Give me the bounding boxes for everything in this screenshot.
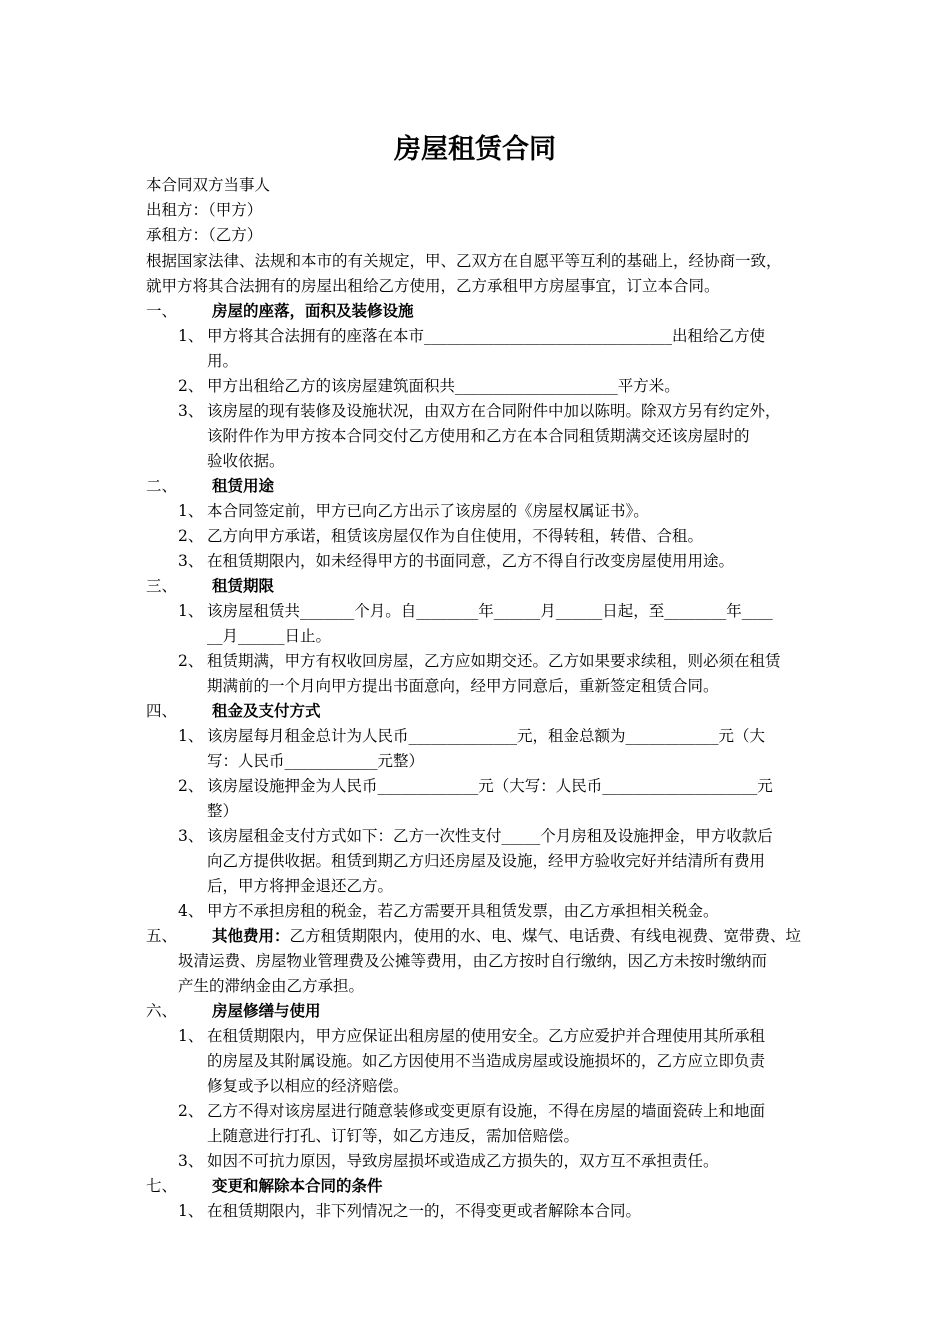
- s1-item-1-line-1: 甲方将其合法拥有的座落在本市________________________________出租给乙方使: [207, 327, 766, 345]
- s4-item-2-line-2: 整）: [207, 802, 239, 820]
- s4-item-3-line-1: 该房屋租金支付方式如下：乙方一次性支付_____个月房租及设施押金，甲方收款后: [207, 827, 773, 845]
- section-4-number: 四、: [146, 702, 178, 720]
- s4-item-1-line-1: 该房屋每月租金总计为人民币______________元，租金总额为____________元（大: [207, 727, 766, 745]
- s1-item-3-line-1: 该房屋的现有装修及设施状况，由双方在合同附件中加以陈明。除双方另有约定外，: [207, 402, 781, 420]
- intro-lessee: 承租方：（乙方）: [146, 226, 263, 244]
- s1-item-3-number: 3、: [178, 402, 204, 420]
- document-title: 房屋租赁合同: [394, 134, 556, 165]
- s3-item-2-line-1: 租赁期满，甲方有权收回房屋，乙方应如期交还。乙方如果要求续租，则必须在租赁: [207, 652, 781, 670]
- s3-item-2-line-2: 期满前的一个月向甲方提出书面意向，经甲方同意后，重新签定租赁合同。: [207, 677, 719, 695]
- s1-item-3-line-3: 验收依据。: [207, 452, 285, 470]
- s4-item-1-number: 1、: [178, 727, 204, 745]
- section-5-line-3: 产生的滞纳金由乙方承担。: [178, 977, 365, 995]
- section-1-title: 房屋的座落，面积及装修设施: [212, 302, 414, 320]
- s6-item-1-number: 1、: [178, 1027, 204, 1045]
- section-5-line-1: [212, 924, 808, 949]
- s3-item-2-number: 2、: [178, 652, 204, 670]
- s2-item-3-number: 3、: [178, 552, 204, 570]
- section-2-number: 二、: [146, 477, 178, 495]
- s2-item-3-line-1: 在租赁期限内，如未经得甲方的书面同意，乙方不得自行改变房屋使用用途。: [207, 552, 735, 570]
- s6-item-3-line-1: 如因不可抗力原因，导致房屋损坏或造成乙方损失的，双方互不承担责任。: [207, 1152, 719, 1170]
- s6-item-2-line-2: 上随意进行打孔、订钉等，如乙方违反，需加倍赔偿。: [207, 1127, 580, 1145]
- s6-item-3-number: 3、: [178, 1152, 204, 1170]
- s2-item-2-number: 2、: [178, 527, 204, 545]
- s6-item-1-line-1: 在租赁期限内，甲方应保证出租房屋的使用安全。乙方应爱护并合理使用其所承租: [207, 1027, 766, 1045]
- s3-item-1-line-2: __月______日止。: [207, 627, 332, 645]
- section-1-number: 一、: [146, 302, 178, 320]
- s4-item-3-line-3: 后，甲方将押金退还乙方。: [207, 877, 394, 895]
- s7-item-1-line-1: 在租赁期限内，非下列情况之一的，不得变更或者解除本合同。: [207, 1202, 642, 1220]
- s3-item-1-line-1: 该房屋租赁共_______个月。自________年______月______日起，至________年____: [207, 602, 773, 620]
- s1-item-1-number: 1、: [178, 327, 204, 345]
- s2-item-1-line-1: 本合同签定前，甲方已向乙方出示了该房屋的《房屋权属证书》。: [207, 502, 649, 520]
- section-4-title: 租金及支付方式: [212, 702, 321, 720]
- s1-item-3-line-2: 该附件作为甲方按本合同交付乙方使用和乙方在本合同租赁期满交还该房屋时的: [207, 427, 750, 445]
- s6-item-2-number: 2、: [178, 1102, 204, 1120]
- section-6-number: 六、: [146, 1002, 178, 1020]
- s2-item-2-line-1: 乙方向甲方承诺，租赁该房屋仅作为自住使用，不得转租，转借、合租。: [207, 527, 704, 545]
- section-5-line-2: 圾清运费、房屋物业管理费及公摊等费用，由乙方按时自行缴纳，因乙方未按时缴纳而: [178, 952, 768, 970]
- intro-preamble-line-1: 根据国家法律、法规和本市的有关规定，甲、乙双方在自愿平等互利的基础上，经协商一致，: [146, 252, 782, 270]
- s1-item-2-number: 2、: [178, 377, 204, 395]
- s2-item-1-number: 1、: [178, 502, 204, 520]
- s7-item-1-number: 1、: [178, 1202, 204, 1220]
- s1-item-1-line-2: 用。: [207, 352, 239, 370]
- s4-item-1-line-2: 写：人民币____________元整）: [207, 752, 425, 770]
- intro-lessor: 出租方：（甲方）: [146, 201, 263, 219]
- s6-item-2-line-1: 乙方不得对该房屋进行随意装修或变更原有设施，不得在房屋的墙面瓷砖上和地面: [207, 1102, 766, 1120]
- s6-item-1-line-3: 修复或予以相应的经济赔偿。: [207, 1077, 409, 1095]
- section-6-title: 房屋修缮与使用: [212, 1002, 321, 1020]
- s4-item-4-line-1: 甲方不承担房租的税金，若乙方需要开具租赁发票，由乙方承担相关税金。: [207, 902, 719, 920]
- s3-item-1-number: 1、: [178, 602, 204, 620]
- s1-item-2-line-1: 甲方出租给乙方的该房屋建筑面积共_____________________平方米。: [207, 377, 680, 395]
- section-7-title: 变更和解除本合同的条件: [212, 1177, 383, 1195]
- section-5-title: 其他费用：: [212, 927, 290, 945]
- s4-item-3-number: 3、: [178, 827, 204, 845]
- s4-item-4-number: 4、: [178, 902, 204, 920]
- s4-item-2-line-1: 该房屋设施押金为人民币_____________元（大写：人民币____________________元: [207, 777, 773, 795]
- section-3-number: 三、: [146, 577, 178, 595]
- section-7-number: 七、: [146, 1177, 178, 1195]
- section-5-number: 五、: [146, 927, 178, 945]
- section-3-title: 租赁期限: [212, 577, 275, 595]
- section-2-title: 租赁用途: [212, 477, 275, 495]
- intro-preamble-line-2: 就甲方将其合法拥有的房屋出租给乙方使用，乙方承租甲方房屋事宜，订立本合同。: [146, 277, 720, 295]
- section-5-text-1: 乙方租赁期限内，使用的水、电、煤气、电话费、有线电视费、宽带费、垃: [289, 927, 802, 945]
- intro-parties: 本合同双方当事人: [146, 176, 271, 194]
- s4-item-2-number: 2、: [178, 777, 204, 795]
- s6-item-1-line-2: 的房屋及其附属设施。如乙方因使用不当造成房屋或设施损坏的，乙方应立即负责: [207, 1052, 766, 1070]
- s4-item-3-line-2: 向乙方提供收据。租赁到期乙方归还房屋及设施，经甲方验收完好并结清所有费用: [207, 852, 766, 870]
